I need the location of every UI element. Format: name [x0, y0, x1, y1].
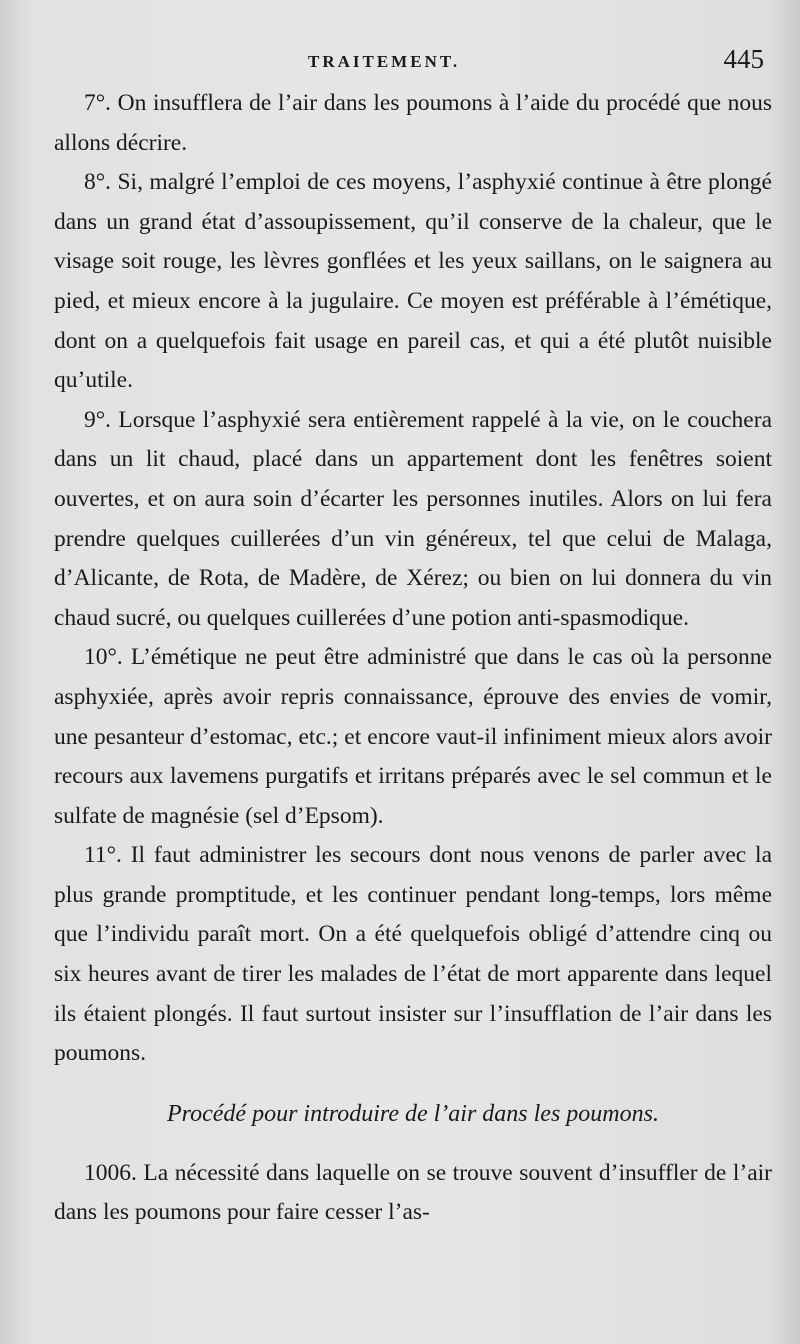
body-text	[54, 84, 772, 1233]
paragraph-8: 8°. Si, malgré l’emploi de ces moyens, l’asphyxié continue à être plongé dans un grand état d’assoupissement, qu’il conserve de la chaleur, que le visage soit rouge, les lèvres gonflées et les yeux saillans, on le saignera au pied, et mieux encore à la jugulaire. Ce moyen est préférable à l’émétique, dont on a quelquefois fait usage en pareil cas, et qui a été plutôt nuisible qu’utile.	[54, 169, 772, 394]
paragraph-7: 7°. On insufflera de l’air dans les poumons à l’aide du procédé que nous allons décrire.	[54, 90, 772, 156]
page-header	[60, 42, 770, 82]
paragraph-11: 11°. Il faut administrer les secours dont nous venons de parler avec la plus grande promptitude, et les continuer pendant long-temps, lors même que l’individu paraît mort. On a été quelquefois obligé d’attendre cinq ou six heures avant de tirer les malades de l’état de mort apparente dans lequel ils étaient plongés. Il faut surtout insister sur l’insufflation de l’air dans les poumons.	[54, 842, 772, 1067]
paragraph-9: 9°. Lorsque l’asphyxié sera entièrement rappelé à la vie, on le couchera dans un lit chaud, placé dans un appartement dont les fenêtres soient ouvertes, et on aura soin d’écarter les personnes inutiles. Alors on lui fera prendre quelques cuillerées d’un vin généreux, tel que celui de Malaga, d’Alicante, de Rota, de Madère, de Xérez; ou bien on lui donnera du vin chaud sucré, ou quelques cuillerées d’une potion anti-spasmodique.	[54, 406, 772, 631]
page-number: 445	[723, 44, 764, 74]
paragraph-1006: 1006. La nécessité dans laquelle on se trouve souvent d’insuffler de l’air dans les poumons pour faire cesser l’as-	[54, 1159, 772, 1226]
running-head: TRAITEMENT.	[308, 52, 461, 71]
paragraph-10: 10°. L’émétique ne peut être administré que dans le cas où la personne asphyxiée, après avoir repris connaissance, éprouve des envies de vomir, une pesanteur d’estomac, etc.; et encore vaut-il infiniment mieux alors avoir recours aux lavemens purgatifs et irritans préparés avec le sel commun et le sulfate de magnésie (sel d’Epsom).	[54, 644, 772, 829]
section-heading: Procédé pour introduire de l’air dans les poumons.	[167, 1100, 659, 1127]
